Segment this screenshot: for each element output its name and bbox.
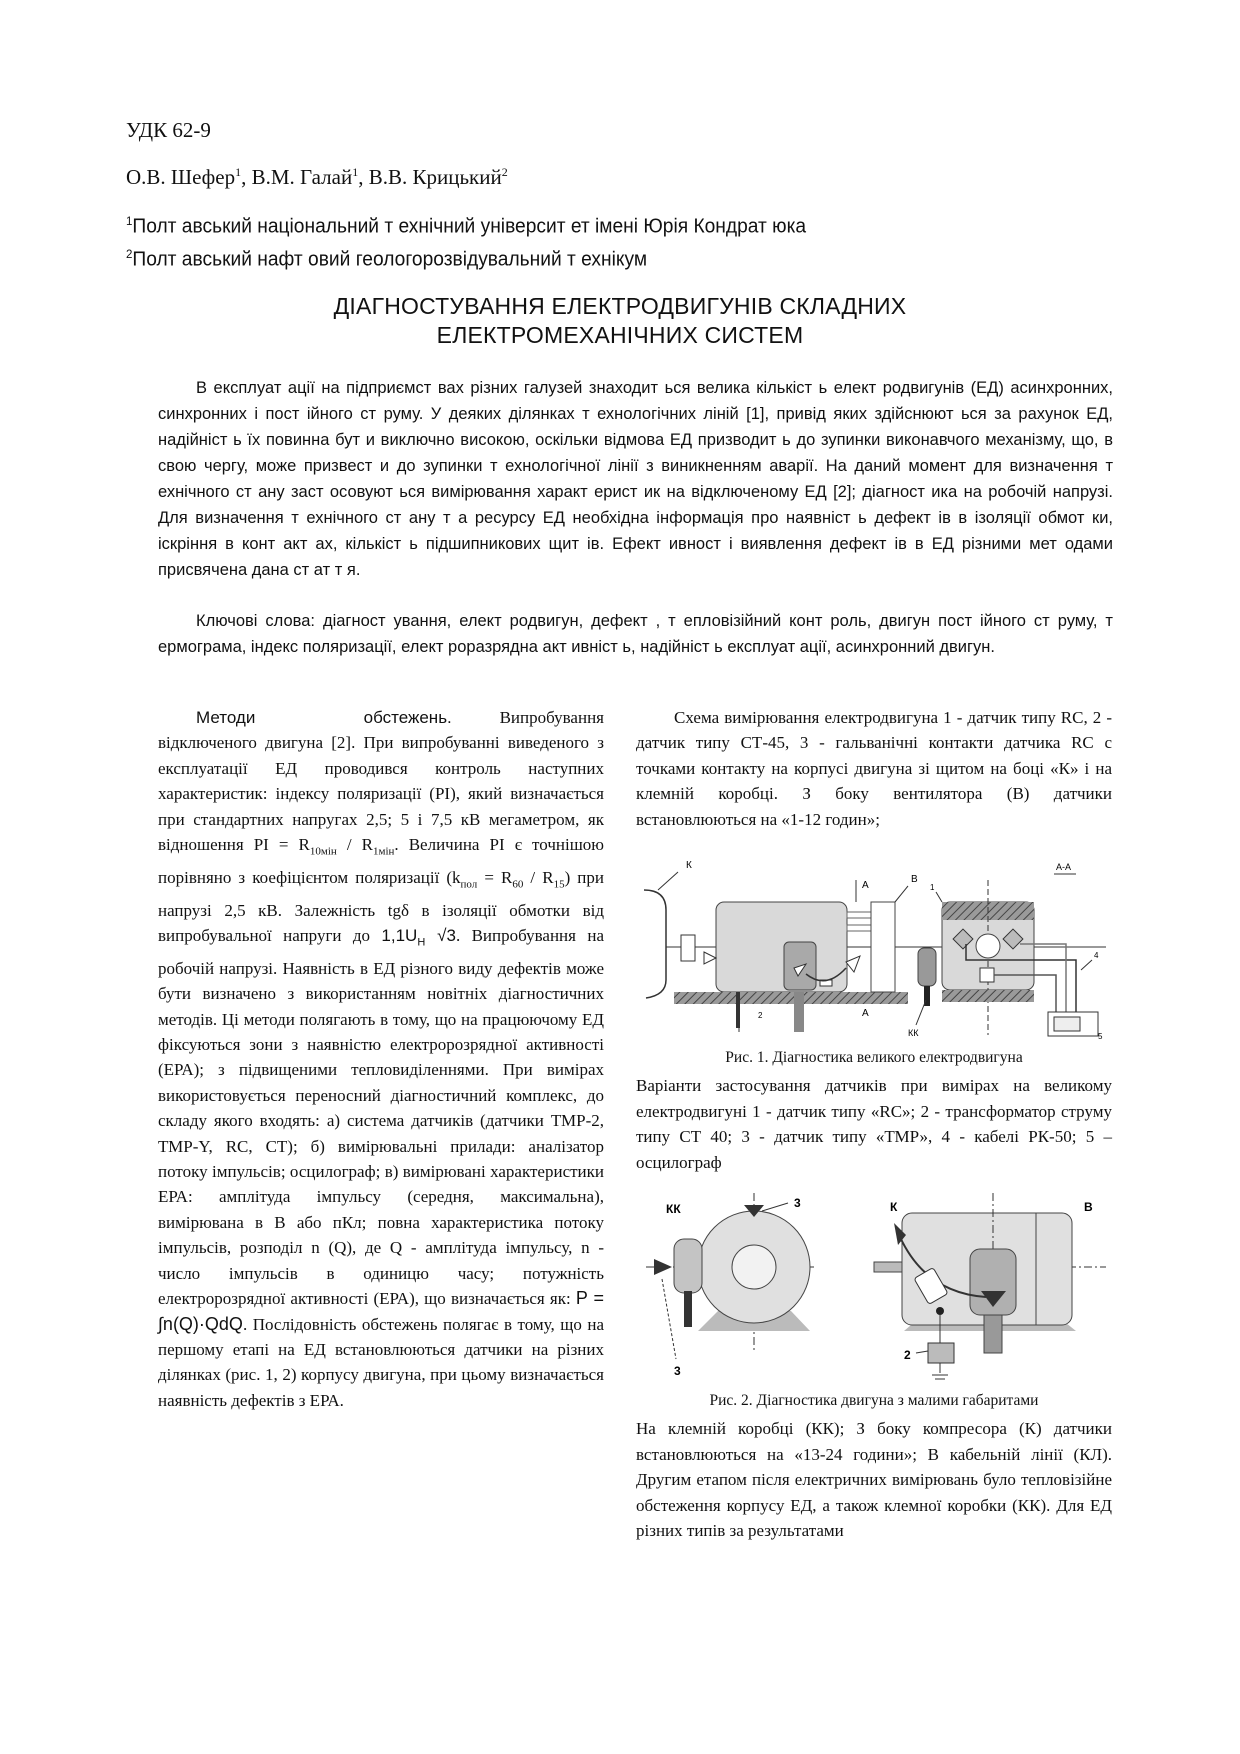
svg-text:2: 2 [758, 1011, 763, 1021]
subscript: 60 [512, 878, 524, 891]
svg-text:КК: КК [908, 1028, 919, 1039]
body-paragraph: Варіанти застосування датчиків при вимірах на великому електродвигуні 1 - датчик типу «RC»; 2 - трансформатор струму типу СТ 40; 3 - датчик типу «ТМР», 4 - кабелі РК-50; 5 – осцилограф [636, 1076, 1112, 1172]
formula-voltage: $1,1U_Н$ √3 [381, 926, 456, 949]
svg-text:5: 5 [1098, 1032, 1103, 1041]
abstract [158, 375, 1113, 583]
small-motor-diagram [636, 1183, 1112, 1383]
svg-text:1: 1 [930, 883, 935, 893]
body-text: / R [336, 835, 373, 855]
affiliation-ref: 1 [352, 165, 359, 179]
formula-power: P = ∫n(Q)·QdQ [158, 1288, 605, 1334]
affiliation-ref: 1 [235, 165, 242, 179]
authors-line: О.В. Шефер$^1$, В.М. Галай$^1$, В.В. Крицький$^2$ [126, 165, 508, 189]
keywords-text: Ключові слова: діагност ування, елект родвигун, дефект , т епловізійний конт роль, двигун пост ійного ст руму, т ермограма, індекс поляризації, елект роразрядна акт ивніст ь, надійніст ь експлуат ації, асинхронний двигун. [158, 612, 1113, 656]
author-name: О.В. Шефер [126, 165, 236, 189]
affiliation-text: Полт авський нафт овий геологорозвідувальний т ехнікум [132, 248, 648, 271]
abstract-text: В експлуат ації на підприємст вах різних галузей знаходит ься велика кількіст ь елект родвигунів (ЕД) асинхронних, синхронних і пост ійного ст руму. У деяких ділянках т ехнологічних ліній [1], привід яких здійснюют ься за рахунок ЕД, надійніст ь їх повинна бут и виключно високою, оскільки відмова ЕД призводит ь до зупинки виконавчого механізму, що, в свою чергу, може призвест и до зупинки т ехнологічної лінії з виникненням аварії. На даний момент для визначення т ехнічного ст ану заст осовуют ься вимірювання характ ерист ик на відключеному ЕД [2]; діагност ика на робочій напрузі. Для визначення т ехнічного ст ану т а ресурсу ЕД необхідна інформація про наявніст ь дефект ів в ізоляції обмот ки, іскріння в конт акт ах, кількіст ь підшипникових щит ів. Ефект ивност і виявлення дефект ів в ЕД різними мет одами присвячена дана ст ат т я. [158, 379, 1113, 579]
svg-text:А-А: А-А [1056, 862, 1072, 873]
svg-text:2: 2 [904, 1348, 911, 1363]
affiliation-number: 1 [126, 214, 133, 228]
body-text: / R [523, 867, 554, 887]
affiliation [126, 208, 806, 241]
subscript: 1мін [372, 845, 395, 858]
body-text: Випробування відключеного двигуна [2]. При випробуванні виведеного з експлуатації ЕД проводився контроль наступних характеристик: індексу поляризації (PI), який визначається при стандартних напругах 2,5; 5 і 7,5 кВ мегаметром, як відношення PI = R [158, 708, 604, 855]
figure-2 [636, 1183, 1112, 1412]
svg-text:К: К [890, 1200, 898, 1215]
author-name: В.М. Галай [251, 165, 353, 189]
paper-title [126, 292, 1114, 350]
large-motor-diagram [636, 840, 1112, 1040]
figure-caption: Рис. 2. Діагностика двигуна з малими габаритами [709, 1392, 1039, 1410]
body-paragraph: Схема вимірювання електродвигуна 1 - датчик типу RC, 2 - датчик типу СТ-45, 3 - гальванічні контакти датчика RC с точками контакту на корпусі двигуна зі щитом на боці «К» і на клемній коробці. З боку вентилятора (В) датчики встановлюються на «1-12 годин»; [636, 708, 1112, 829]
title-line: ДІАГНОСТУВАННЯ ЕЛЕКТРОДВИГУНІВ СКЛАДНИХ [333, 293, 907, 319]
subscript: 15 [553, 878, 565, 891]
left-column [158, 705, 604, 1413]
coupling-icon [644, 890, 666, 998]
title-line: ЕЛЕКТРОМЕХАНІЧНИХ СИСТЕМ [436, 322, 804, 348]
body-text: . Величина PI є точнішою порівняно з коефіцієнтом поляризації (k [158, 835, 604, 887]
svg-text:3: 3 [794, 1196, 801, 1211]
affiliations [126, 208, 806, 273]
affiliation-number: 2 [126, 246, 133, 261]
svg-text:4: 4 [1094, 951, 1099, 961]
svg-text:А: А [862, 880, 869, 892]
affiliation-ref: 2 [501, 165, 508, 179]
body-text: . Послідовність обстежень полягає в тому, що на першому етапі на ЕД встановлюються датчики на різних ділянках (рис. 1, 2) корпусу двигуна, при цьому визначається наявність дефектів з ЕРА. [158, 1314, 604, 1410]
body-text: . Випробування на робочій напрузі. Наявність в ЕД різного виду дефектів може бути визначено з використанням новітніх діагностичних методів. Ці методи полягають в тому, що на працюючому ЕД фіксуються зони з наявністю електророзрядної активності (ЕРА); з підвищеними тепловиділеннями. При вимірах використовується переносний діагностичний комплекс, до складу якого входять: а) система датчиків (датчики ТМР-2, ТМР-Y, RC, СТ); б) вимірювальні прилади: аналізатор потоку імпульсів; осцилограф; в) вимірювані характеристики ЕРА: амплітуда імпульсу (середня, максимальна), вимірювана в В або пКл; повна характеристика потоку імпульсів, розподіл n (Q), де Q - амплітуда імпульсу, n - число імпульсів в одиницю часу; потужність електророзрядної активності (ЕРА), що визначається як: [158, 926, 604, 1309]
udk-code: УДК 62-9 [126, 118, 211, 142]
body-text: = R [477, 867, 513, 887]
affiliation-text: Полт авський національний т ехнічний університ ет імені Юрія Кондрат юка [132, 215, 807, 238]
author-name: В.В. Крицький [368, 165, 502, 189]
body-paragraph: На клемній коробці (КК); З боку компресора (К) датчики встановлюються на «13-24 години»; В кабельній лінії (КЛ). Другим етапом після електричних вимірювань було тепловізійне обстеження корпусу ЕД, а також клемної коробки (КК). Для ЕД різних типів за результатами [636, 1419, 1112, 1541]
svg-text:КК: КК [666, 1202, 681, 1217]
svg-text:3: 3 [674, 1364, 681, 1379]
svg-text:А: А [862, 1008, 869, 1020]
figure-1 [636, 840, 1112, 1069]
section-heading: Методи обстежень. [196, 708, 452, 727]
subscript: пол [460, 878, 478, 891]
right-column [636, 705, 1112, 1544]
subscript: 10мін [309, 845, 337, 858]
figure-caption: Рис. 1. Діагностика великого електродвигуна [725, 1049, 1023, 1067]
affiliation [126, 241, 806, 274]
keywords [158, 608, 1113, 660]
body-paragraph [158, 705, 604, 1413]
body-text: ) при напрузі 2,5 кВ. Залежність tgδ в ізоляції обмотки від випробувальної напруги до [158, 867, 604, 946]
svg-text:К: К [686, 860, 692, 872]
svg-text:В: В [1084, 1200, 1093, 1215]
svg-text:В: В [911, 874, 918, 886]
